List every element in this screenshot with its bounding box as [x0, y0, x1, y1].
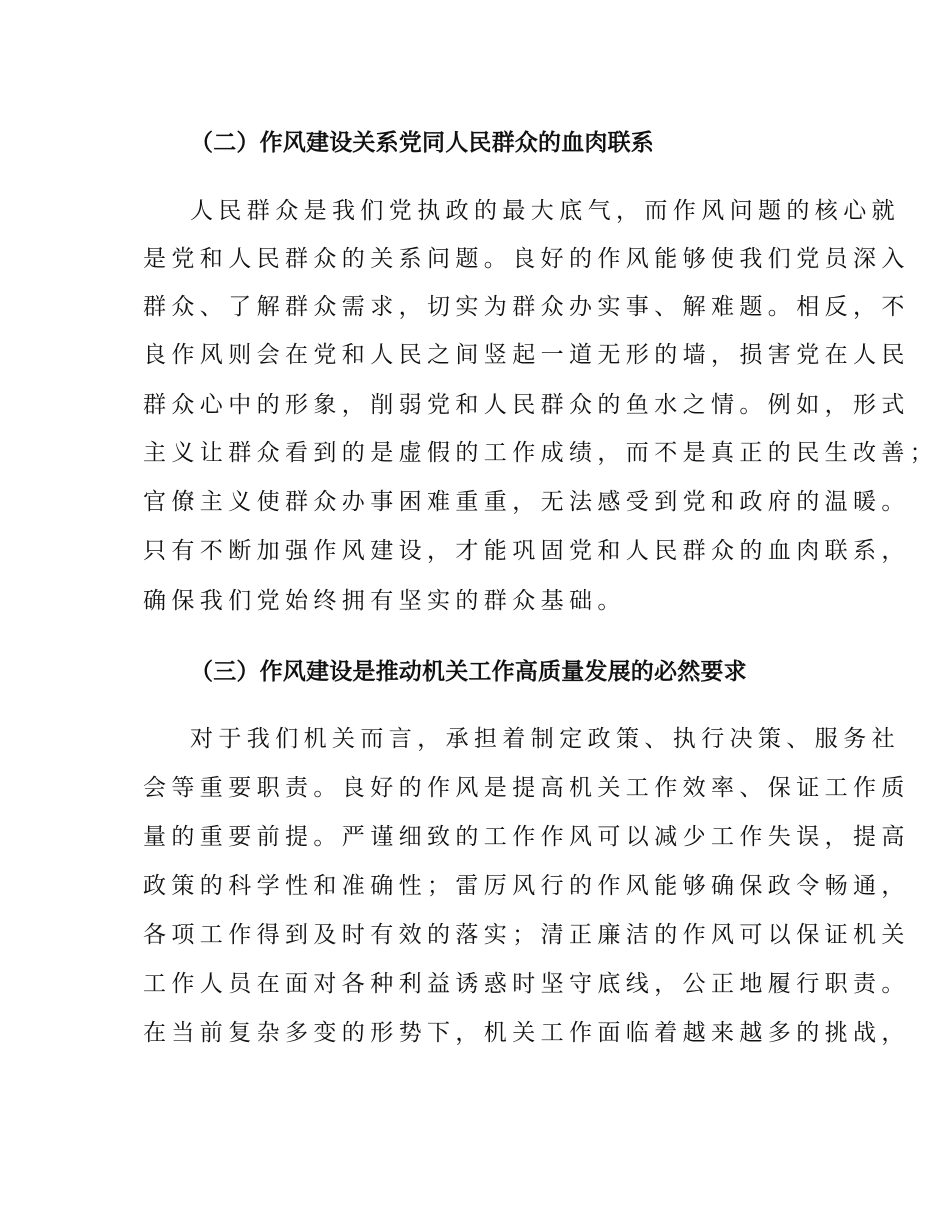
paragraph-line: 政策的科学性和准确性；雷厉风行的作风能够确保政令畅通， — [143, 873, 910, 899]
paragraph-line: 各项工作得到及时有效的落实；清正廉洁的作风可以保证机关 — [143, 922, 910, 948]
paragraph-line: 在当前复杂多变的形势下，机关工作面临着越来越多的挑战， — [143, 1020, 910, 1046]
section-heading-3: （三）作风建设是推动机关工作高质量发展的必然要求 — [190, 659, 747, 685]
paragraph-line: 人民群众是我们党执政的最大底气，而作风问题的核心就 — [190, 198, 900, 224]
paragraph-line: 会等重要职责。良好的作风是提高机关工作效率、保证工作质 — [143, 775, 910, 801]
paragraph-line: 群众、了解群众需求，切实为群众办实事、解难题。相反，不 — [143, 294, 910, 320]
paragraph-line: 确保我们党始终拥有坚实的群众基础。 — [143, 588, 626, 614]
paragraph-line: 官僚主义使群众办事困难重重，无法感受到党和政府的温暖。 — [143, 489, 910, 515]
paragraph-line: 主义让群众看到的是虚假的工作成绩，而不是真正的民生改善； — [143, 440, 939, 466]
paragraph-line: 群众心中的形象，削弱党和人民群众的鱼水之情。例如，形式 — [143, 392, 910, 418]
section-heading-2: （二）作风建设关系党同人民群众的血肉联系 — [190, 130, 654, 156]
paragraph-line: 工作人员在面对各种利益诱惑时坚守底线，公正地履行职责。 — [143, 971, 910, 997]
paragraph-line: 量的重要前提。严谨细致的工作作风可以减少工作失误，提高 — [143, 824, 910, 850]
paragraph-line: 对于我们机关而言，承担着制定政策、执行决策、服务社 — [190, 726, 900, 752]
paragraph-line: 是党和人民群众的关系问题。良好的作风能够使我们党员深入 — [143, 246, 910, 272]
paragraph-line: 只有不断加强作风建设，才能巩固党和人民群众的血肉联系， — [143, 538, 910, 564]
paragraph-line: 良作风则会在党和人民之间竖起一道无形的墙，损害党在人民 — [143, 342, 910, 368]
